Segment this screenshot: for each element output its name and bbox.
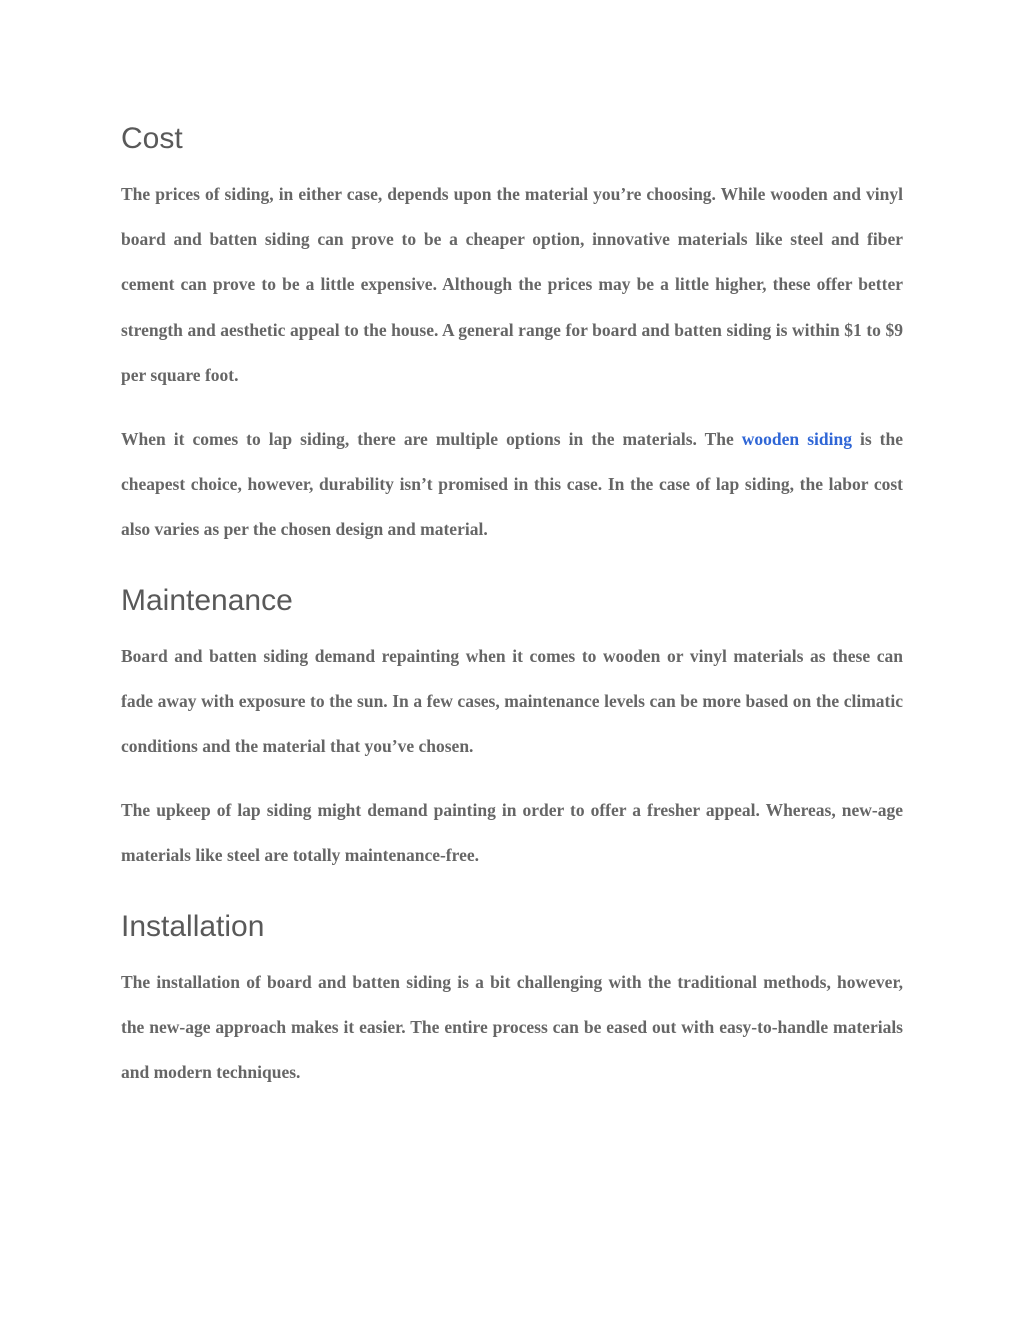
paragraph-installation: The installation of board and batten siding is a bit challenging with the traditional methods, however, the new-age approach makes it easier. The entire process can be eased out with easy-to-handle materials and modern techniques. — [121, 971, 903, 1083]
section-maintenance — [121, 574, 903, 879]
wooden-siding-link[interactable]: wooden siding — [741, 429, 852, 450]
document-page — [121, 112, 903, 1116]
section-cost — [121, 112, 903, 553]
section-installation — [121, 900, 903, 1096]
heading-installation: Installation — [121, 909, 265, 943]
paragraph-maintenance-board-batten: Board and batten siding demand repainting when it comes to wooden or vinyl materials as these can fade away with exposure to the sun. In a few cases, maintenance levels can be more based on the climatic conditions and the material that you’ve chosen. — [121, 645, 903, 757]
paragraph-cost-prices: The prices of siding, in either case, depends upon the material you’re choosing. While wooden and vinyl board and batten siding can prove to be a cheaper option, innovative materials like steel and fiber cement can prove to be a little expensive. Although the prices may be a little higher, these offer better strength and aesthetic appeal to the house. A general range for board and batten siding is within $1 to $9 per square foot. — [121, 184, 903, 385]
paragraph-text: is the cheapest choice, however, durability isn’t promised in this case. In the case of lap siding, the labor cost also varies as per the chosen design and material. — [121, 429, 903, 540]
paragraph-cost-lap-siding — [121, 417, 903, 553]
heading-cost: Cost — [121, 122, 183, 155]
paragraph-text: When it comes to lap siding, there are multiple options in the materials. The — [121, 429, 742, 450]
paragraph-maintenance-lap-siding: The upkeep of lap siding might demand painting in order to offer a fresher appeal. Whereas, new-age materials like steel are totally maintenance-free. — [121, 800, 903, 866]
heading-maintenance: Maintenance — [121, 583, 293, 617]
